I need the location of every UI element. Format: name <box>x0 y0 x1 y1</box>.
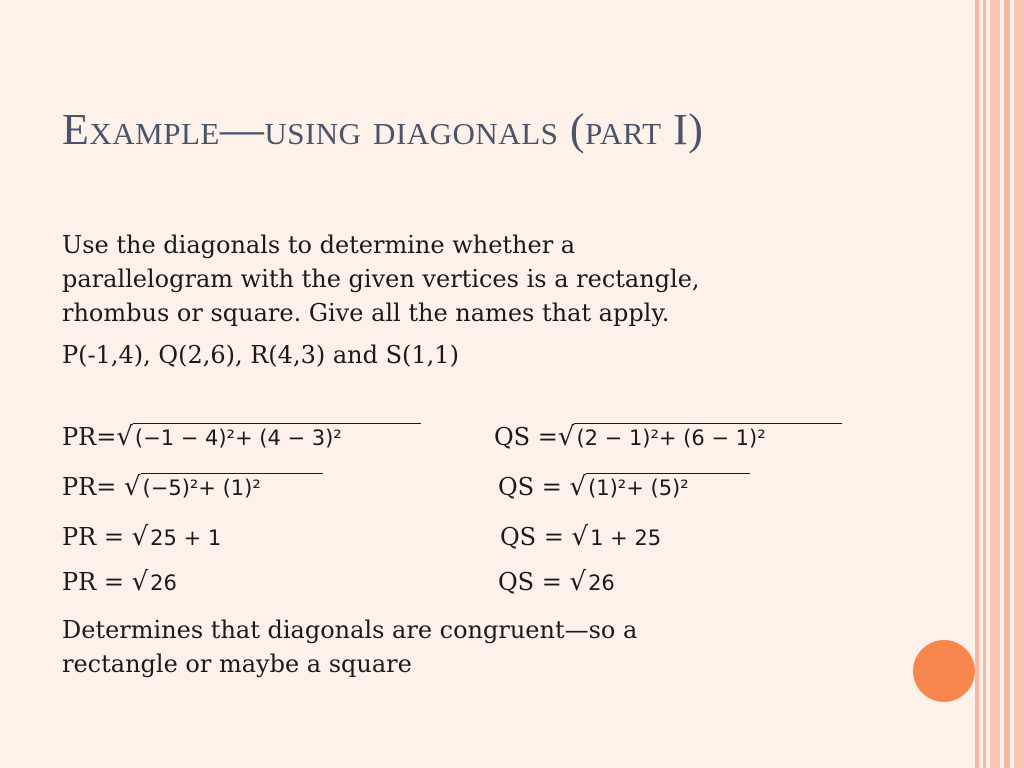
instruction-line: parallelogram with the given vertices is a rectangle, <box>62 265 700 293</box>
math-row <box>494 422 842 462</box>
pr-expression: (−1 − 4)²+ (4 − 3)² <box>133 423 421 450</box>
instruction-paragraph <box>62 228 700 330</box>
qs-label: QS = <box>494 423 558 451</box>
pr-label: PR= <box>62 423 117 451</box>
decorative-stripe <box>1014 0 1024 768</box>
conclusion-line: rectangle or maybe a square <box>62 650 412 678</box>
square-root: √(2 − 1)²+ (6 − 1)² <box>558 422 843 452</box>
pr-expression: 25 + 1 <box>150 526 222 550</box>
qs-expression: 26 <box>588 571 615 595</box>
qs-expression: (2 − 1)²+ (6 − 1)² <box>574 423 842 450</box>
decorative-circle <box>913 640 975 702</box>
pr-label: PR = <box>62 568 132 596</box>
math-row <box>62 422 421 462</box>
vertices-text: P(-1,4), Q(2,6), R(4,3) and S(1,1) <box>62 341 459 369</box>
decorative-stripe <box>975 0 979 768</box>
qs-label: QS = <box>498 568 570 596</box>
pr-label: PR = <box>62 523 132 551</box>
square-root: √26 <box>132 567 181 597</box>
square-root: √26 <box>569 567 618 597</box>
qs-expression: (1)²+ (5)² <box>586 473 750 500</box>
square-root: √1 + 25 <box>571 522 665 552</box>
qs-label: QS = <box>498 473 570 501</box>
qs-label: QS = <box>500 523 572 551</box>
math-row <box>62 567 181 607</box>
pr-expression: 26 <box>150 571 177 595</box>
decorative-stripe <box>983 0 986 768</box>
square-root: √(1)²+ (5)² <box>569 472 750 502</box>
square-root: √(−1 − 4)²+ (4 − 3)² <box>116 422 421 452</box>
square-root: √25 + 1 <box>132 522 226 552</box>
pr-expression: (−5)²+ (1)² <box>141 473 323 500</box>
decorative-stripe <box>1004 0 1010 768</box>
square-root: √(−5)²+ (1)² <box>124 472 323 502</box>
conclusion-paragraph <box>62 613 637 681</box>
math-row <box>498 472 750 512</box>
math-row <box>62 522 225 562</box>
qs-expression: 1 + 25 <box>590 526 662 550</box>
math-row <box>62 472 323 512</box>
math-row <box>500 522 665 562</box>
pr-label: PR= <box>62 473 117 501</box>
conclusion-line: Determines that diagonals are congruent—so a <box>62 616 638 644</box>
slide-title: Example—using diagonals (part I) <box>62 105 704 154</box>
math-row <box>498 567 619 607</box>
instruction-line: rhombus or square. Give all the names that apply. <box>62 299 670 327</box>
instruction-line: Use the diagonals to determine whether a <box>62 231 576 259</box>
decorative-stripe <box>990 0 1000 768</box>
